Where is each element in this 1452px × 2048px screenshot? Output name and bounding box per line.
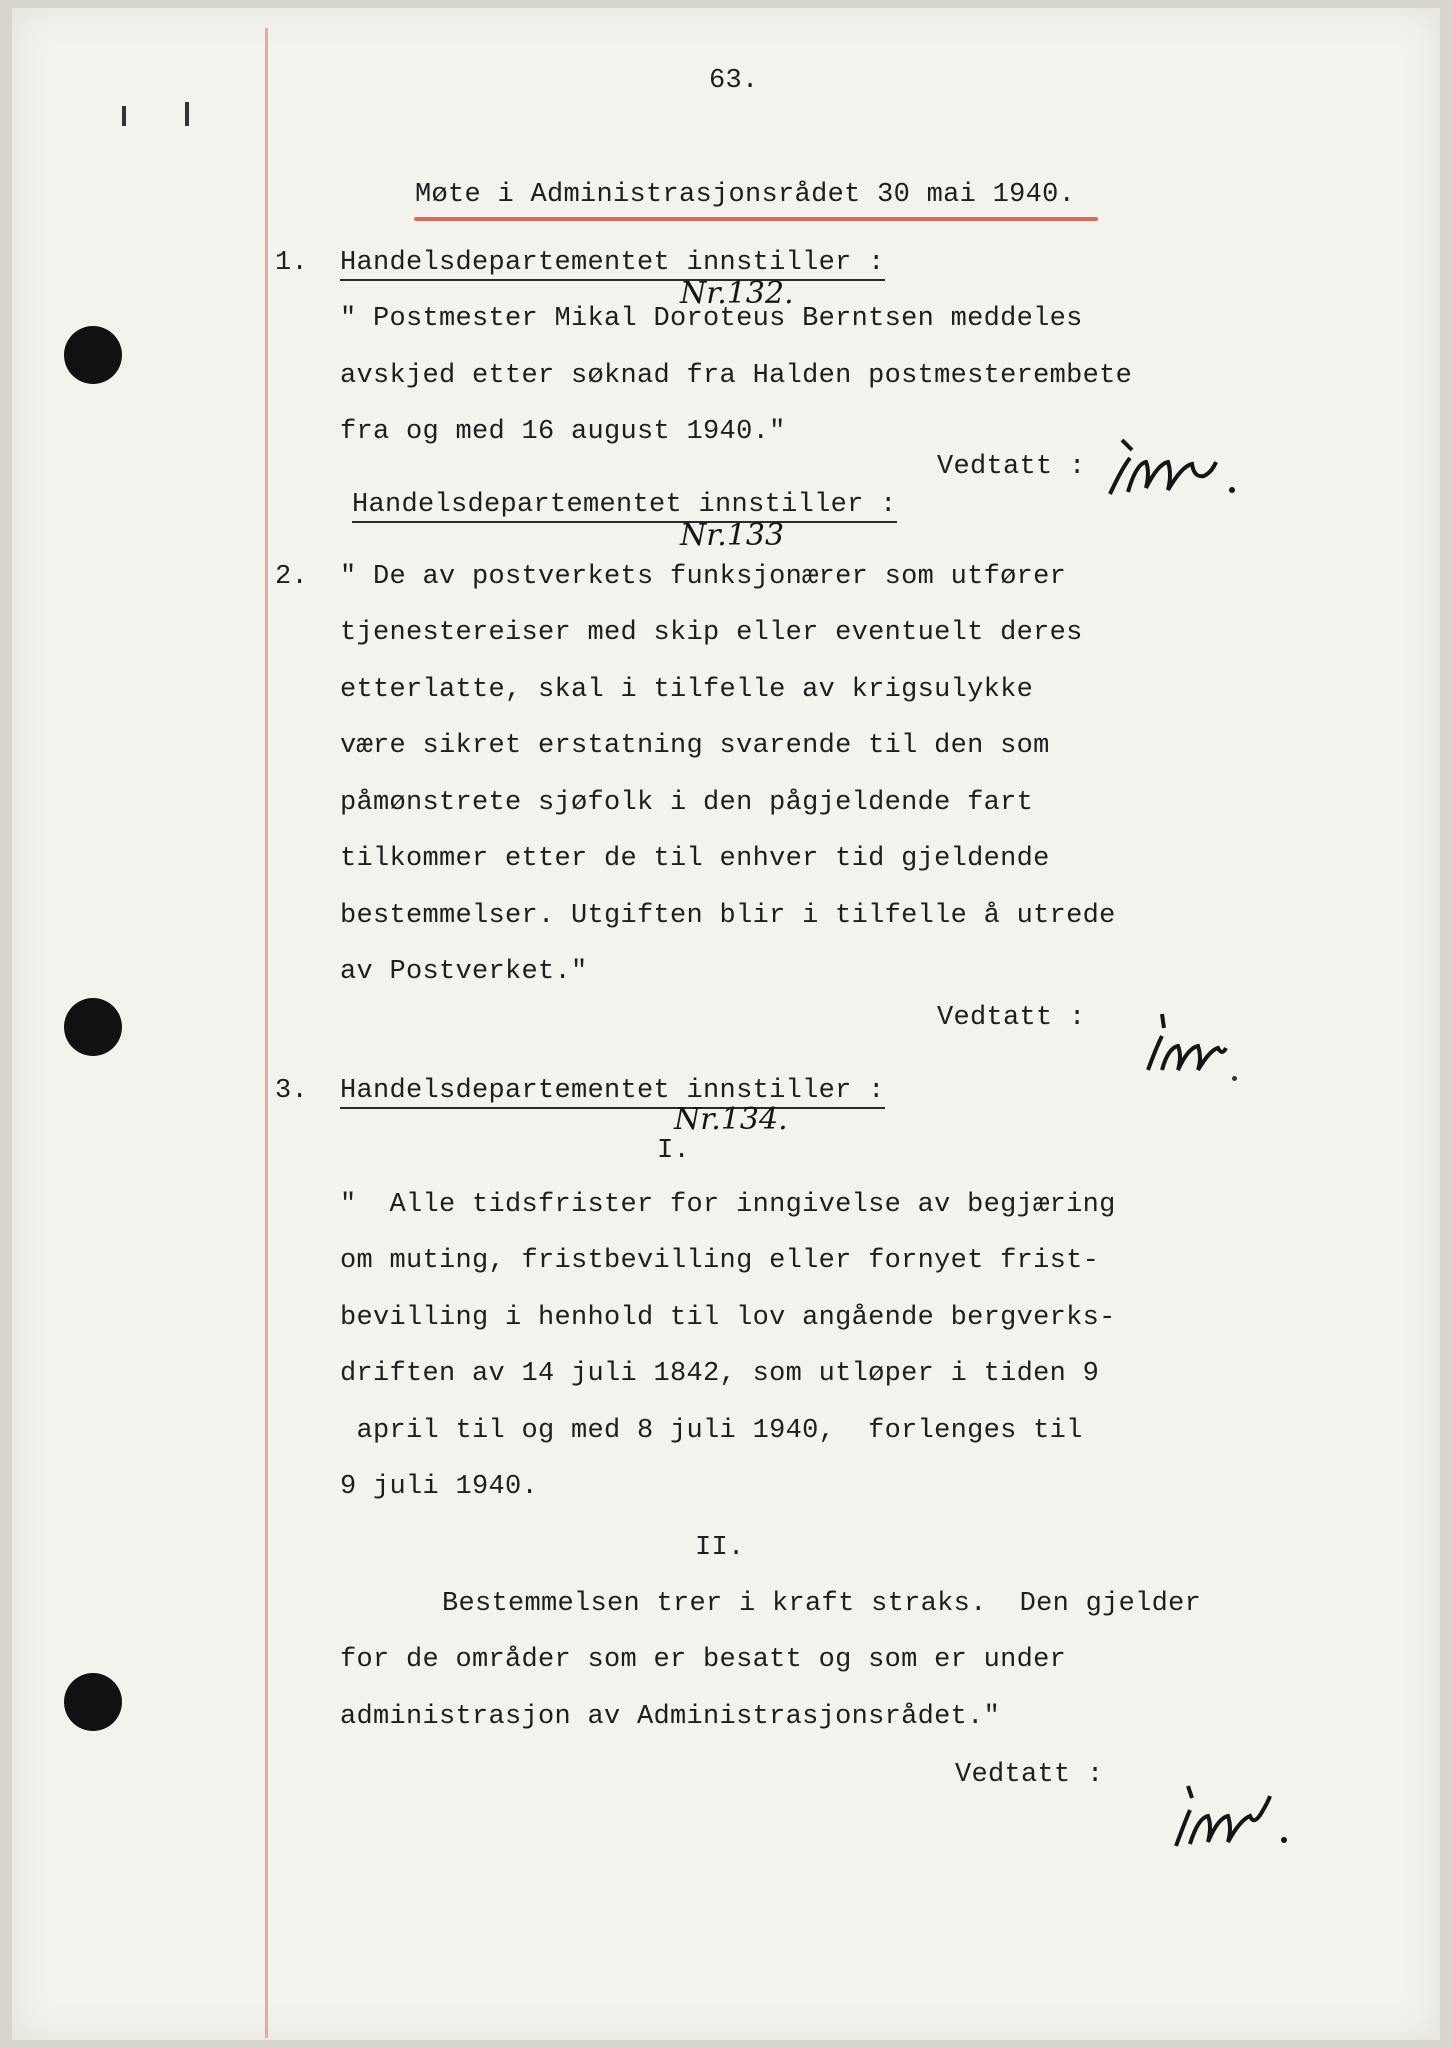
item-1-line-1: " Postmester Mikal Doroteus Berntsen meddeles — [340, 304, 1083, 334]
item-1-line-3: fra og med 16 august 1940." — [340, 417, 786, 447]
item-1-verdict: Vedtatt : — [937, 452, 1086, 482]
item-2-line-4: være sikret erstatning svarende til den som — [340, 731, 1050, 761]
item-3-line-1: " Alle tidsfrister for inngivelse av begjæring — [340, 1190, 1116, 1220]
item-3-line-5: april til og med 8 juli 1940, forlenges til — [340, 1416, 1083, 1446]
item-2-signature — [1122, 1008, 1242, 1088]
item-2-line-1: " De av postverkets funksjonærer som utfører — [340, 562, 1067, 592]
margin-mark — [122, 106, 126, 126]
ink-dot — [1232, 1076, 1237, 1081]
item-3-section-1: I. — [657, 1136, 691, 1166]
item-3-line-2: om muting, fristbevilling eller fornyet frist- — [340, 1246, 1100, 1276]
punch-hole-bottom — [64, 1673, 122, 1731]
page-number: 63. — [709, 66, 759, 96]
item-3-line-7: Bestemmelsen trer i kraft straks. Den gjelder — [442, 1589, 1202, 1619]
margin-line — [265, 28, 268, 2038]
item-3-number: 3. — [275, 1076, 309, 1106]
item-3-line-3: bevilling i henhold til lov angående bergverks- — [340, 1303, 1116, 1333]
item-2-line-8: av Postverket." — [340, 957, 588, 987]
item-2-line-5: påmønstrete sjøfolk i den pågjeldende fart — [340, 788, 1034, 818]
margin-mark — [185, 102, 189, 126]
page-title: Møte i Administrasjonsrådet 30 mai 1940. — [415, 180, 1076, 210]
item-2-heading: Handelsdepartementet innstiller : — [352, 490, 897, 520]
item-3-verdict: Vedtatt : — [955, 1760, 1104, 1790]
item-2-case-number: Nr.133 — [680, 518, 785, 553]
item-2-line-6: tilkommer etter de til enhver tid gjeldende — [340, 844, 1050, 874]
item-2-line-3: etterlatte, skal i tilfelle av krigsulykke — [340, 675, 1034, 705]
item-3-section-2: II. — [695, 1533, 745, 1563]
item-3-line-4: driften av 14 juli 1842, som utløper i tiden 9 — [340, 1359, 1100, 1389]
item-2-number: 2. — [275, 562, 309, 592]
item-3-line-8: for de områder som er besatt og som er under — [340, 1645, 1067, 1675]
item-1-line-2: avskjed etter søknad fra Halden postmesterembete — [340, 361, 1133, 391]
document-page — [12, 8, 1440, 2040]
item-3-heading: Handelsdepartementet innstiller : — [340, 1076, 885, 1106]
item-3-case-number: Nr.134. — [674, 1102, 788, 1137]
item-3-signature — [1152, 1768, 1302, 1858]
item-3-line-9: administrasjon av Administrasjonsrådet." — [340, 1702, 1001, 1732]
title-red-underline — [414, 217, 1098, 221]
item-1-case-number: Nr.132. — [680, 276, 794, 311]
item-3-line-6: 9 juli 1940. — [340, 1472, 539, 1502]
item-2-line-2: tjenestereiser med skip eller eventuelt deres — [340, 618, 1083, 648]
punch-hole-middle — [64, 998, 122, 1056]
item-1-signature — [1092, 428, 1242, 508]
item-2-verdict: Vedtatt : — [937, 1003, 1086, 1033]
punch-hole-top — [64, 326, 122, 384]
item-1-heading: Handelsdepartementet innstiller : — [340, 248, 885, 278]
item-2-line-7: bestemmelser. Utgiften blir i tilfelle å utrede — [340, 901, 1116, 931]
item-1-number: 1. — [275, 248, 309, 278]
